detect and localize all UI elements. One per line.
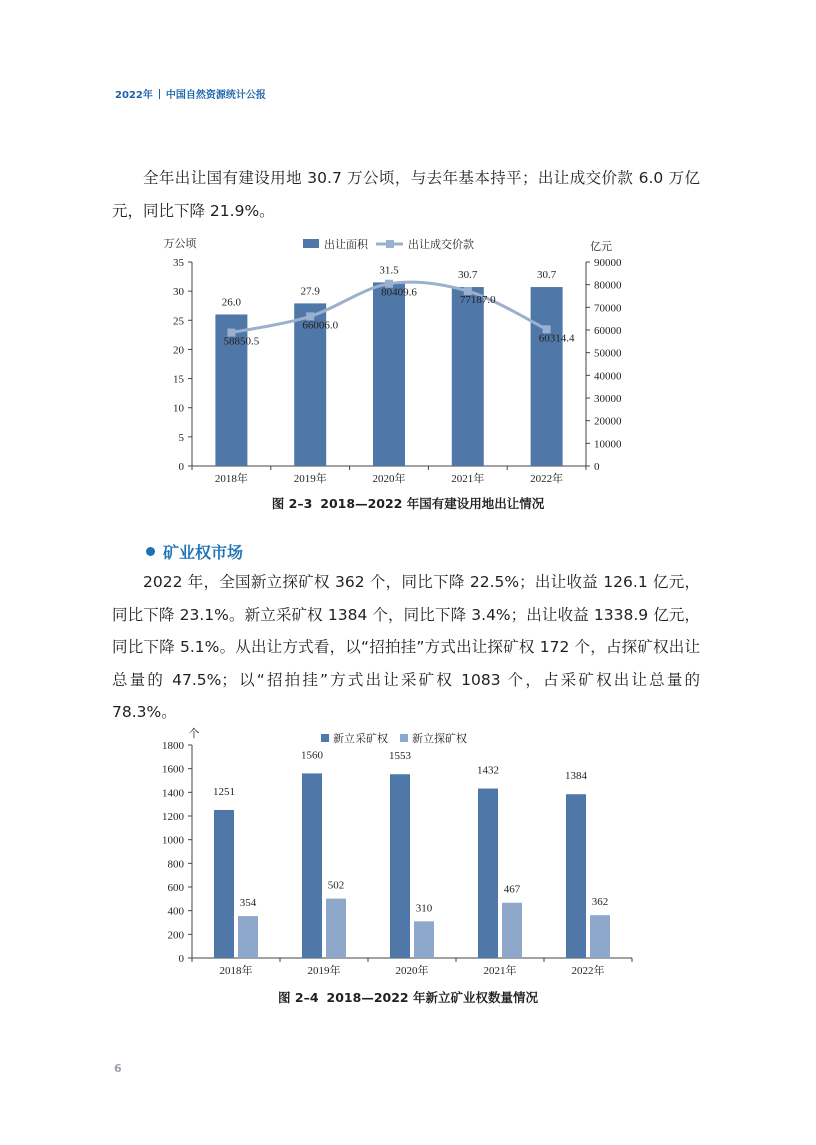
- right-tick-label: 50000: [594, 347, 622, 360]
- x-category-label: 2019年: [293, 473, 327, 485]
- x-category-label: 2018年: [214, 473, 248, 485]
- figure-2-3-number: 图 2–3: [271, 496, 313, 511]
- legend-label-price: 出让成交价款: [408, 239, 474, 251]
- price-value-label: 58850.5: [223, 335, 260, 348]
- bar-value-label: 1432: [477, 764, 499, 777]
- legend-label-mining: 新立采矿权: [333, 733, 388, 745]
- bar-exploration-rights: [502, 903, 522, 958]
- x-category-label: 2022年: [571, 965, 605, 977]
- price-value-label: 60314.4: [538, 332, 575, 345]
- y-tick-label: 600: [167, 882, 184, 894]
- paragraph-1-text: 全年出让国有建设用地 30.7 万公顷，与去年基本持平；出让成交价款 6.0 万亿元，同比下降 21.9%。: [112, 169, 700, 220]
- x-category-label: 2020年: [372, 473, 406, 485]
- bar-value-label: 354: [239, 897, 257, 910]
- legend-label-area: 出让面积: [324, 239, 368, 251]
- right-tick-label: 40000: [594, 370, 622, 383]
- y-tick-label: 1400: [162, 787, 184, 800]
- bar-value-label: 30.7: [536, 269, 557, 282]
- left-axis-unit: 万公顷: [163, 238, 197, 250]
- price-value-label: 80409.6: [381, 286, 417, 299]
- right-tick-label: 70000: [594, 302, 622, 315]
- right-axis-unit: 亿元: [590, 241, 612, 253]
- x-category-label: 2021年: [483, 965, 517, 977]
- y-tick-label: 1600: [162, 763, 184, 776]
- x-category-label: 2021年: [451, 473, 485, 485]
- bar-mining-rights: [566, 794, 586, 958]
- figure-2-4-caption: [0, 988, 816, 1006]
- paragraph-2-text: 2022 年，全国新立探矿权 362 个，同比下降 22.5%；出让收益 126.1 亿元，同比下降 23.1%。新立采矿权 1384 个，同比下降 3.4%；出让收益 1338.9 亿元，同比下降 5.1%。从出让方式看，以“招拍挂”方式出让探矿权 172 个，占探矿权出让总量的 47.5%；以“招拍挂”方式出让采矿权 1083 个，占采矿权出让总量的 78.3%。: [112, 573, 700, 721]
- left-tick-label: 15: [173, 373, 184, 386]
- price-value-label: 77187.0: [459, 294, 496, 307]
- price-value-label: 66006.0: [302, 319, 339, 332]
- header-title: 中国自然资源统计公报: [165, 90, 266, 101]
- x-category-label: 2022年: [530, 473, 564, 485]
- bar-value-label: 1384: [565, 770, 587, 783]
- legend-label-exploration: 新立探矿权: [412, 733, 467, 745]
- bar-value-label: 30.7: [458, 269, 478, 282]
- y-tick-label: 200: [167, 929, 184, 942]
- x-category-label: 2019年: [307, 965, 341, 977]
- left-tick-label: 0: [178, 461, 184, 473]
- legend-swatch-mining: [321, 734, 329, 742]
- figure-2-3-title: 2018—2022 年国有建设用地出让情况: [320, 496, 545, 511]
- y-tick-label: 1800: [162, 740, 184, 752]
- bar-value-label: 502: [327, 879, 345, 892]
- y-axis-unit: 个: [188, 728, 200, 740]
- section-title: 矿业权市场: [163, 543, 244, 562]
- right-tick-label: 60000: [594, 325, 622, 337]
- bar-value-label: 31.5: [379, 264, 399, 277]
- figure-2-4-number: 图 2–4: [278, 990, 319, 1005]
- y-tick-label: 800: [167, 858, 184, 871]
- left-tick-label: 5: [178, 431, 184, 444]
- bar-exploration-rights: [414, 921, 434, 958]
- right-tick-label: 30000: [594, 393, 622, 405]
- right-tick-label: 20000: [594, 415, 622, 428]
- bar-value-label: 467: [503, 883, 521, 896]
- left-tick-label: 20: [173, 344, 184, 357]
- y-tick-label: 1200: [162, 811, 184, 823]
- right-tick-label: 10000: [594, 438, 622, 451]
- left-tick-label: 30: [173, 286, 184, 299]
- bar-exploration-rights: [238, 916, 258, 958]
- bar-value-label: 26.0: [221, 296, 242, 309]
- bar-exploration-rights: [590, 915, 610, 958]
- page-number: 6: [114, 1062, 122, 1075]
- right-tick-label: 0: [594, 461, 600, 473]
- bar-value-label: 1560: [301, 749, 323, 762]
- bar-value-label: 310: [415, 902, 433, 915]
- bar-mining-rights: [214, 810, 234, 958]
- left-tick-label: 35: [173, 257, 184, 269]
- bar-mining-rights: [390, 774, 410, 958]
- x-category-label: 2020年: [395, 965, 429, 977]
- bar-value-label: 27.9: [300, 285, 320, 298]
- bar-value-label: 1553: [389, 750, 411, 763]
- y-tick-label: 0: [178, 953, 184, 965]
- bar-exploration-rights: [326, 899, 346, 958]
- legend-swatch-exploration: [400, 734, 408, 742]
- bar-mining-rights: [302, 773, 322, 958]
- left-tick-label: 25: [173, 315, 184, 328]
- y-tick-label: 1000: [162, 834, 184, 847]
- bar-value-label: 362: [591, 896, 609, 909]
- header-year: 2022年: [115, 90, 153, 101]
- right-tick-label: 90000: [594, 257, 622, 269]
- figure-2-4-title: 2018—2022 年新立矿业权数量情况: [326, 990, 538, 1005]
- x-category-label: 2018年: [219, 965, 253, 977]
- bar-value-label: 1251: [213, 785, 235, 798]
- bar-mining-rights: [478, 789, 498, 958]
- right-tick-label: 80000: [594, 279, 622, 292]
- left-tick-label: 10: [173, 402, 184, 415]
- y-tick-label: 400: [167, 905, 184, 918]
